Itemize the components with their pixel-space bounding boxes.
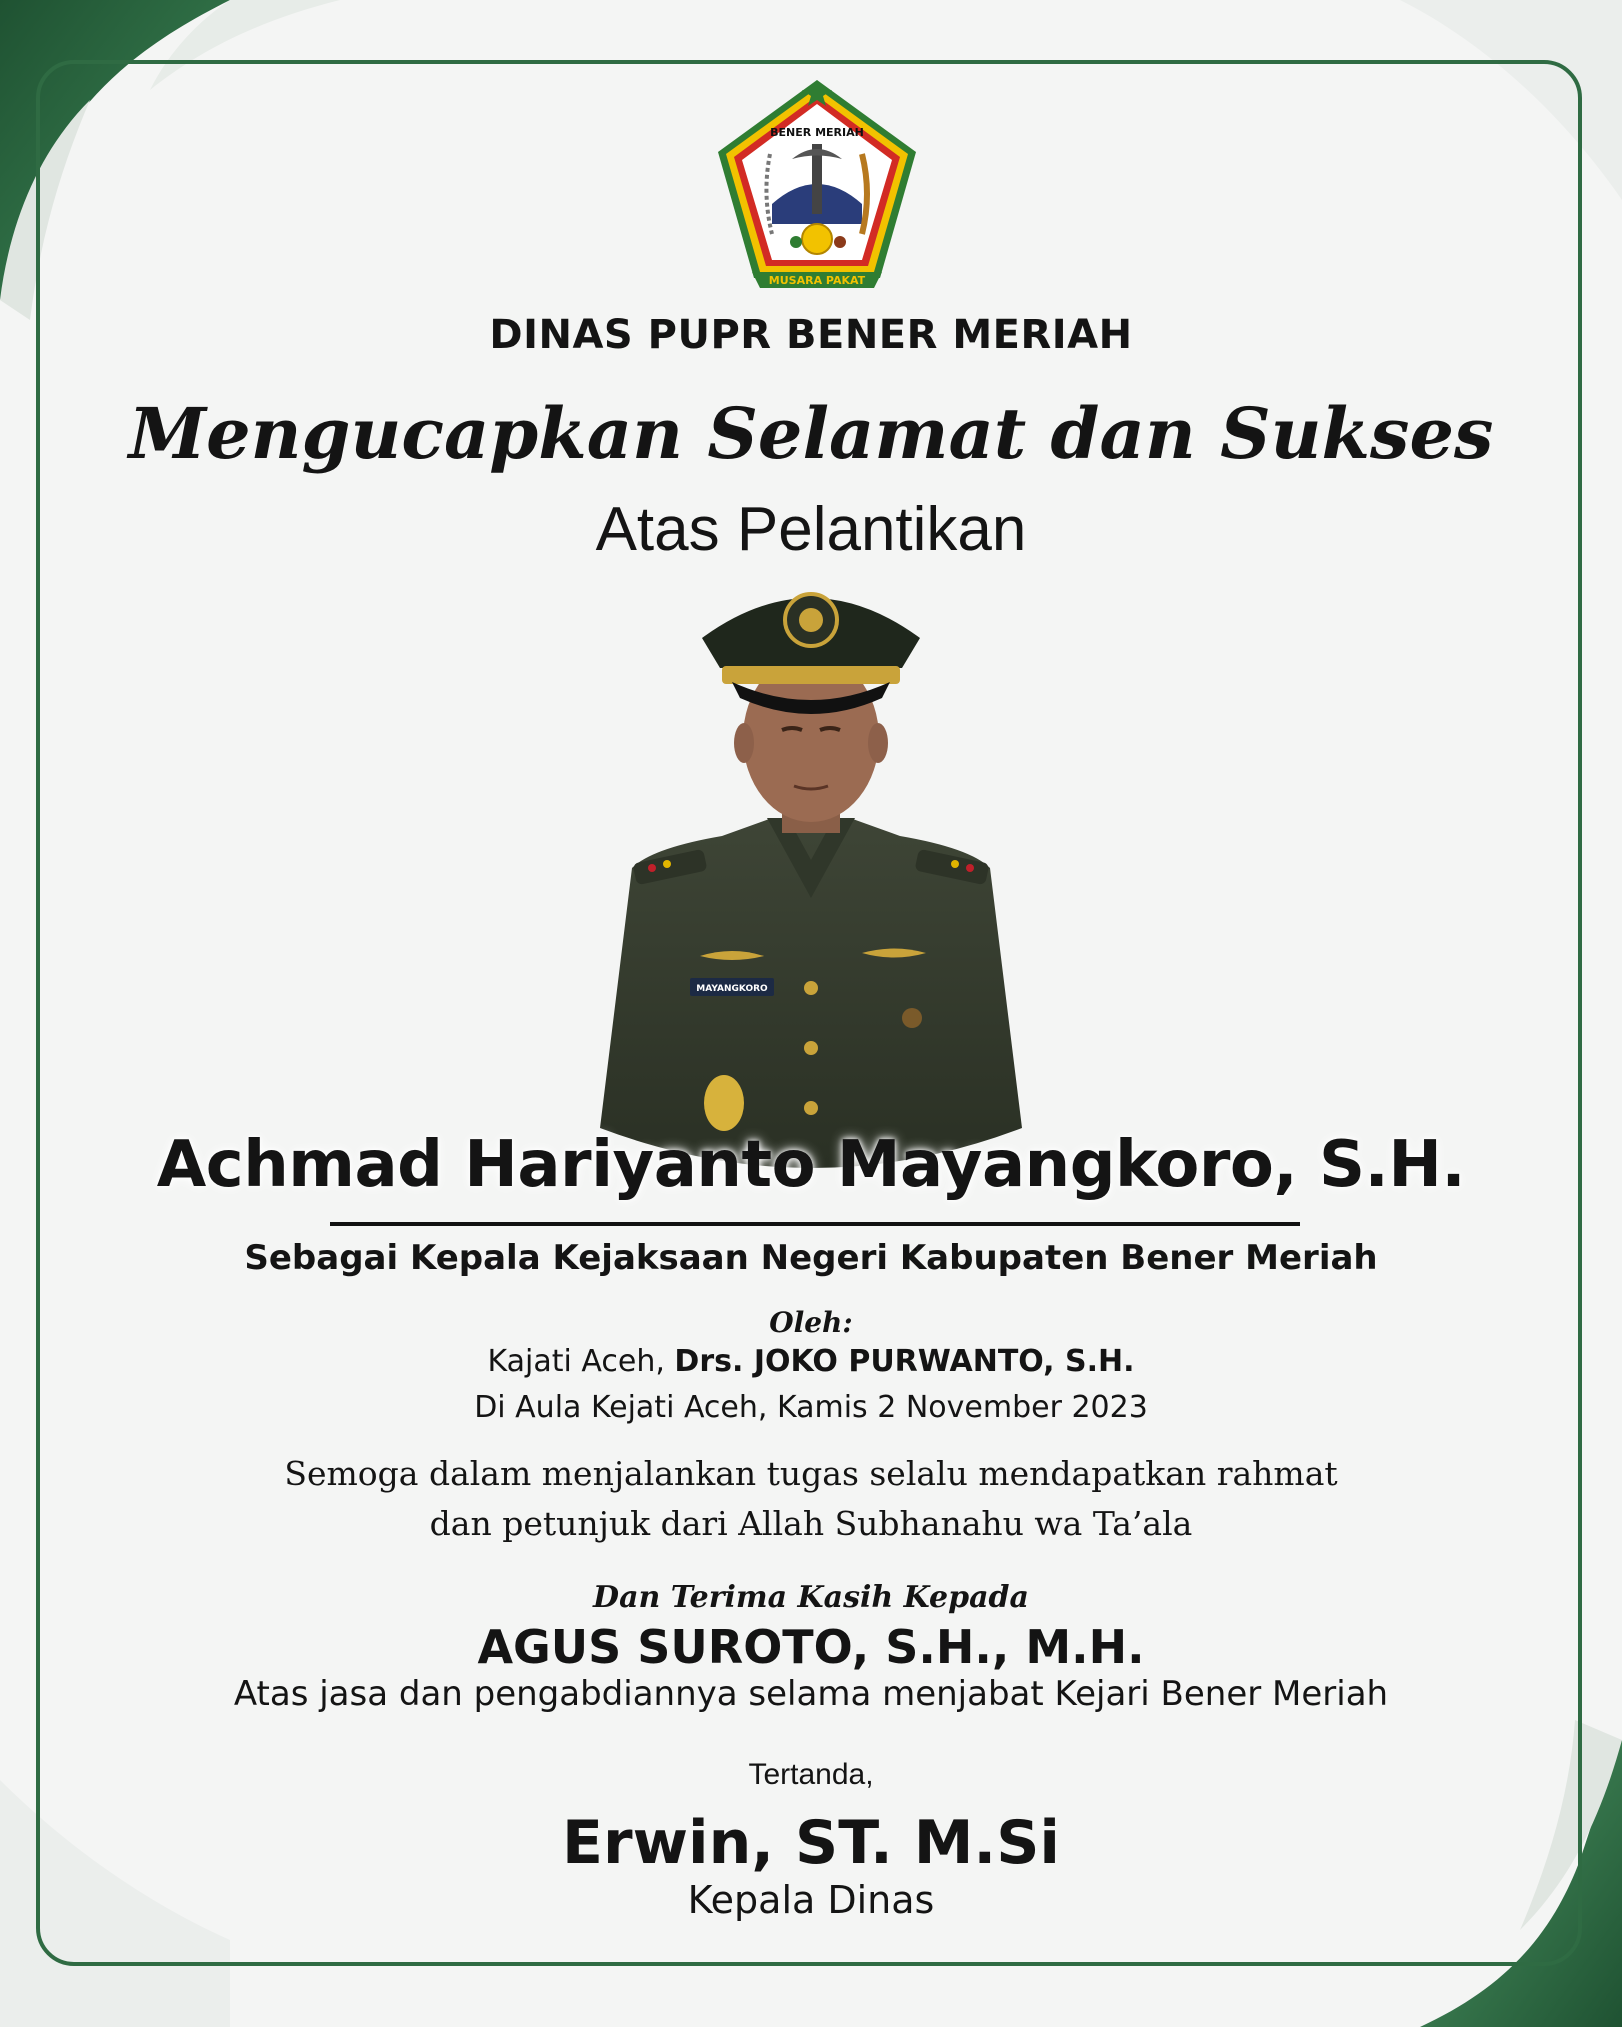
venue-date: Di Aula Kejati Aceh, Kamis 2 November 2023 xyxy=(474,1390,1148,1425)
prayer-line-2: dan petunjuk dari Allah Subhanahu wa Ta’ala xyxy=(429,1504,1193,1543)
emblem-banner-text: MUSARA PAKAT xyxy=(768,274,866,287)
by-label: Oleh: xyxy=(769,1306,853,1339)
signature-label: Tertanda, xyxy=(748,1758,874,1791)
inaugurated-by-name: Drs. JOKO PURWANTO, S.H. xyxy=(674,1344,1135,1379)
thanks-name: AGUS SUROTO, S.H., M.H. xyxy=(477,1620,1145,1674)
signer-role: Kepala Dinas xyxy=(687,1878,935,1922)
name-divider xyxy=(330,1222,1300,1226)
inaugurated-by xyxy=(0,1344,1622,1379)
regency-emblem xyxy=(712,74,922,294)
cap-band xyxy=(722,666,900,684)
organization-name: DINAS PUPR BENER MERIAH xyxy=(489,312,1133,358)
honoree-position: Sebagai Kepala Kejaksaan Negeri Kabupaten Bener Meriah xyxy=(244,1238,1378,1278)
elephant-medallion-icon xyxy=(802,224,832,254)
honoree-portrait xyxy=(572,568,1050,1188)
name-tag-text: MAYANGKORO xyxy=(696,984,768,994)
occasion-heading: Atas Pelantikan xyxy=(595,495,1027,564)
emblem-top-text: BENER MERIAH xyxy=(770,126,864,139)
greeting-heading: Mengucapkan Selamat dan Sukses xyxy=(128,392,1494,475)
inaugurated-by-prefix: Kajati Aceh, xyxy=(487,1344,675,1379)
honoree-name: Achmad Hariyanto Mayangkoro, S.H. xyxy=(156,1128,1466,1202)
thanks-note: Atas jasa dan pengabdiannya selama menjabat Kejari Bener Meriah xyxy=(233,1674,1389,1714)
prayer-line-1: Semoga dalam menjalankan tugas selalu mendapatkan rahmat xyxy=(284,1454,1338,1493)
medal-icon xyxy=(704,1075,744,1131)
thanks-label: Dan Terima Kasih Kepada xyxy=(593,1580,1029,1615)
signer-name: Erwin, ST. M.Si xyxy=(562,1808,1060,1878)
